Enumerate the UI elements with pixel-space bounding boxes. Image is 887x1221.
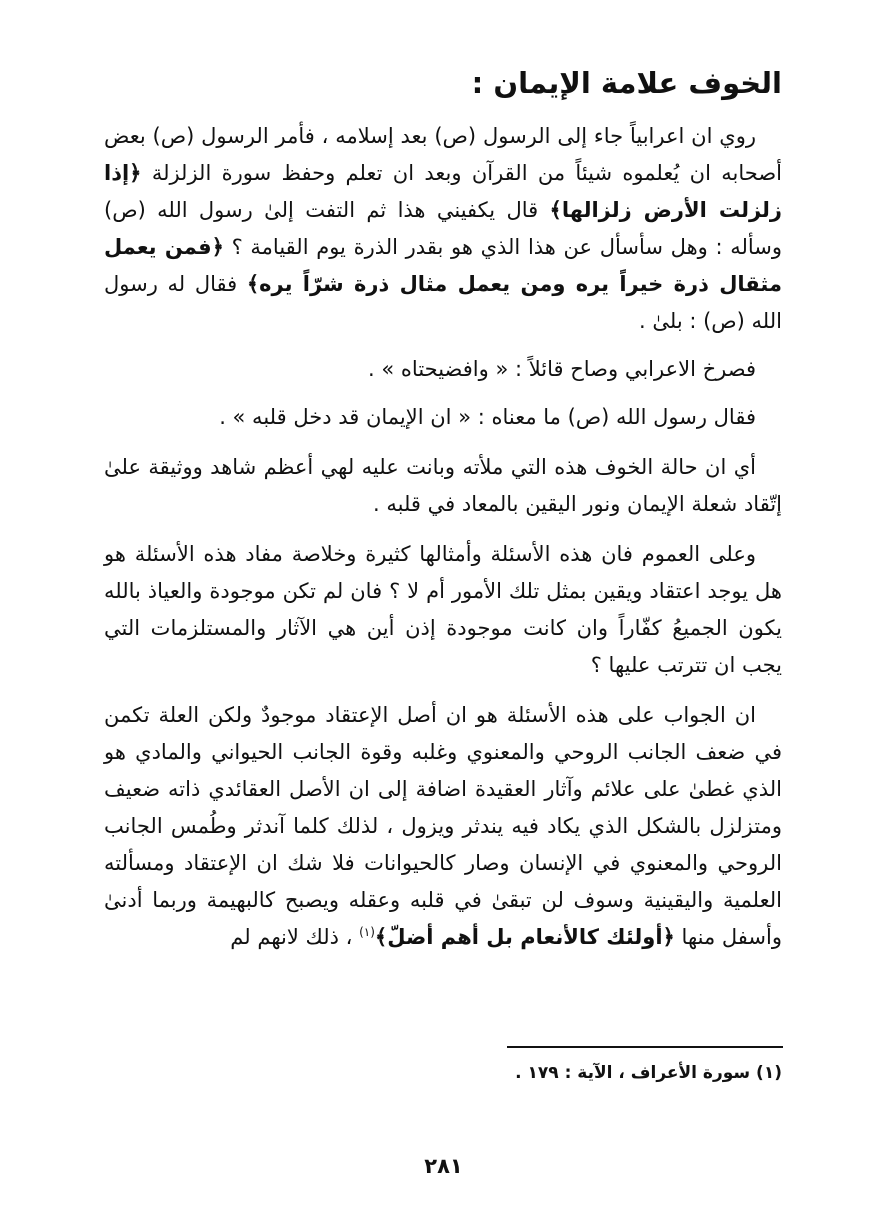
footnote-reference[interactable]: (١) xyxy=(359,925,375,939)
footnote-divider xyxy=(507,1046,783,1048)
body-text xyxy=(104,118,782,956)
paragraph-text: ان الجواب على هذه الأسئلة هو ان أصل الإعتقاد موجودٌ ولكن العلة تكمن في ضعف الجانب الروحي والمعنوي وغلبه وقوة الجانب الحيواني والمادي هو الذي غطىٰ على علائم وآثار العقيدة اضافة إلى ان الأصل العقائدي ذاته ضعيف ومتزلزل بالشكل الذي يكاد فيه يندثر ويزول ، لذلك كلما آندثر وطُمس الجانب الروحي والمعنوي في الإنسان وصار كالحيوانات فلا شك ان الإعتقاد ومسألته العلمية واليقينية وسوف لن تبقىٰ في قلبه وعقله ويصبح كالبهيمة وربما أدنىٰ وأسفل منها xyxy=(104,703,782,949)
paragraph-text: فقال رسول الله (ص) ما معناه : « ان الإيمان قد دخل قلبه » . xyxy=(219,405,756,429)
paragraph-1 xyxy=(104,118,782,340)
paragraph-text: فصرخ الاعرابي وصاح قائلاً : « وافضيحتاه » . xyxy=(368,357,756,381)
quran-quote: ﴿فمن يعمل مثقال ذرة خيراً يره ومن يعمل مثال ذرة شرّاً يره﴾ xyxy=(104,235,782,296)
paragraph-6 xyxy=(104,697,782,956)
section-heading: الخوف علامة الإيمان : xyxy=(471,66,782,100)
paragraph-text: فقال له رسول الله (ص) : بلىٰ . xyxy=(104,272,782,333)
footnote: (١) سورة الأعراف ، الآية : ١٧٩ . xyxy=(515,1063,782,1083)
paragraph-text: قال يكفيني هذا ثم التفت إلىٰ رسول الله (ص) وسأله : وهل سأسأل عن هذا الذي هو بقدر الذرة يوم القيامة ؟ xyxy=(104,198,783,259)
paragraph-4 xyxy=(104,449,782,523)
paragraph-text: ، ذلك لانهم لم xyxy=(230,925,360,949)
paragraph-text: أي ان حالة الخوف هذه التي ملأته وبانت عليه لهي أعظم شاهد ووثيقة علىٰ إتّقاد شعلة الإيمان ونور اليقين بالمعاد في قلبه . xyxy=(104,455,782,516)
paragraph-text: وعلى العموم فان هذه الأسئلة وأمثالها كثيرة وخلاصة مفاد هذه الأسئلة هو هل يوجد اعتقاد ويقين بمثل تلك الأمور أم لا ؟ فان لم تكن موجودة والعياذ بالله يكون الجميعُ كفّاراً وان كانت موجودة إذن أين هي الآثار والمستلزمات التي يجب ان تترتب عليها ؟ xyxy=(104,542,782,677)
paragraph-text: روي ان اعرابياً جاء إلى الرسول (ص) بعد إسلامه ، فأمر الرسول (ص) بعض أصحابه ان يُعلموه شيئاً من القرآن وبعد ان تعلم وحفظ سورة الزلزلة xyxy=(104,124,782,185)
page-number: ٢٨١ xyxy=(424,1154,463,1178)
quran-quote: ﴿أولئك كالأنعام بل أهم أضلّ﴾ xyxy=(374,925,675,949)
paragraph-3 xyxy=(104,399,782,436)
paragraph-2 xyxy=(104,351,782,388)
quran-quote: ﴿إذا زلزلت الأرض زلزالها﴾ xyxy=(104,161,783,222)
paragraph-5 xyxy=(104,536,782,684)
